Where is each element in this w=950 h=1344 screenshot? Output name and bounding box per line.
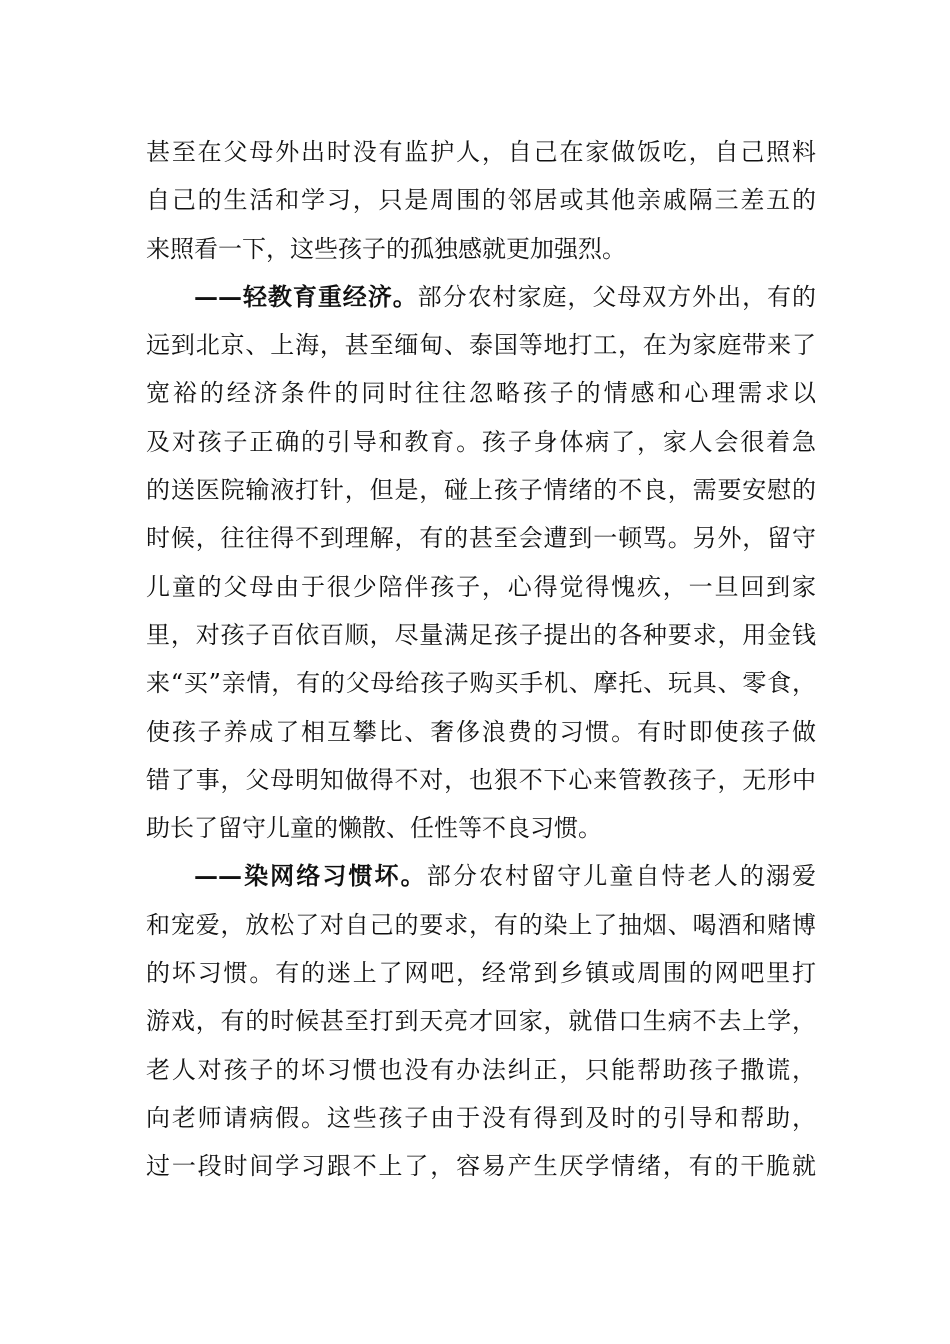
body-text	[146, 128, 816, 1191]
text-line: 自己的生活和学习，只是周围的邻居或其他亲戚隔三差五的	[146, 186, 816, 215]
text-run: 部分农村留守儿童自恃老人的溺爱	[426, 862, 817, 891]
text-run: 部分农村家庭，父母双方外出，有的	[417, 282, 817, 311]
text-line: 助长了留守儿童的懒散、任性等不良习惯。	[146, 814, 602, 843]
section-heading-economy: ——轻教育重经济。	[194, 281, 418, 311]
text-line: 儿童的父母由于很少陪伴孩子，心得觉得愧疚，一旦回到家	[146, 572, 816, 601]
section-heading-internet: ——染网络习惯坏。	[194, 861, 427, 891]
text-line: 老人对孩子的坏习惯也没有办法纠正，只能帮助孩子撒谎，	[146, 1055, 816, 1084]
section-heading-line	[146, 852, 816, 900]
text-line: 远到北京、上海，甚至缅甸、泰国等地打工，在为家庭带来了	[146, 331, 816, 360]
text-line: 来“买”亲情，有的父母给孩子购买手机、摩托、玩具、零食，	[146, 669, 816, 698]
text-line: 使孩子养成了相互攀比、奢侈浪费的习惯。有时即使孩子做	[146, 717, 816, 746]
text-line: 过一段时间学习跟不上了，容易产生厌学情绪，有的干脆就	[146, 1152, 816, 1181]
text-line: 里，对孩子百依百顺，尽量满足孩子提出的各种要求，用金钱	[146, 620, 816, 649]
text-line: 来照看一下，这些孩子的孤独感就更加强烈。	[146, 234, 626, 263]
text-line: 时候，往往得不到理解，有的甚至会遭到一顿骂。另外，留守	[146, 524, 816, 553]
text-line: 的坏习惯。有的迷上了网吧，经常到乡镇或周围的网吧里打	[146, 959, 816, 988]
text-line: 向老师请病假。这些孩子由于没有得到及时的引导和帮助，	[146, 1103, 816, 1132]
text-line: 游戏，有的时候甚至打到天亮才回家，就借口生病不去上学，	[146, 1007, 816, 1036]
text-line: 错了事，父母明知做得不对，也狠不下心来管教孩子，无形中	[146, 765, 816, 794]
text-line: 和宠爱，放松了对自己的要求，有的染上了抽烟、喝酒和赌博	[146, 910, 816, 939]
text-line: 宽裕的经济条件的同时往往忽略孩子的情感和心理需求以	[146, 379, 816, 408]
text-line: 甚至在父母外出时没有监护人，自己在家做饭吃，自己照料	[146, 138, 816, 166]
text-line: 及对孩子正确的引导和教育。孩子身体病了，家人会很着急	[146, 427, 816, 456]
section-heading-line	[146, 273, 816, 321]
text-line: 的送医院输液打针，但是，碰上孩子情绪的不良，需要安慰的	[146, 476, 816, 505]
